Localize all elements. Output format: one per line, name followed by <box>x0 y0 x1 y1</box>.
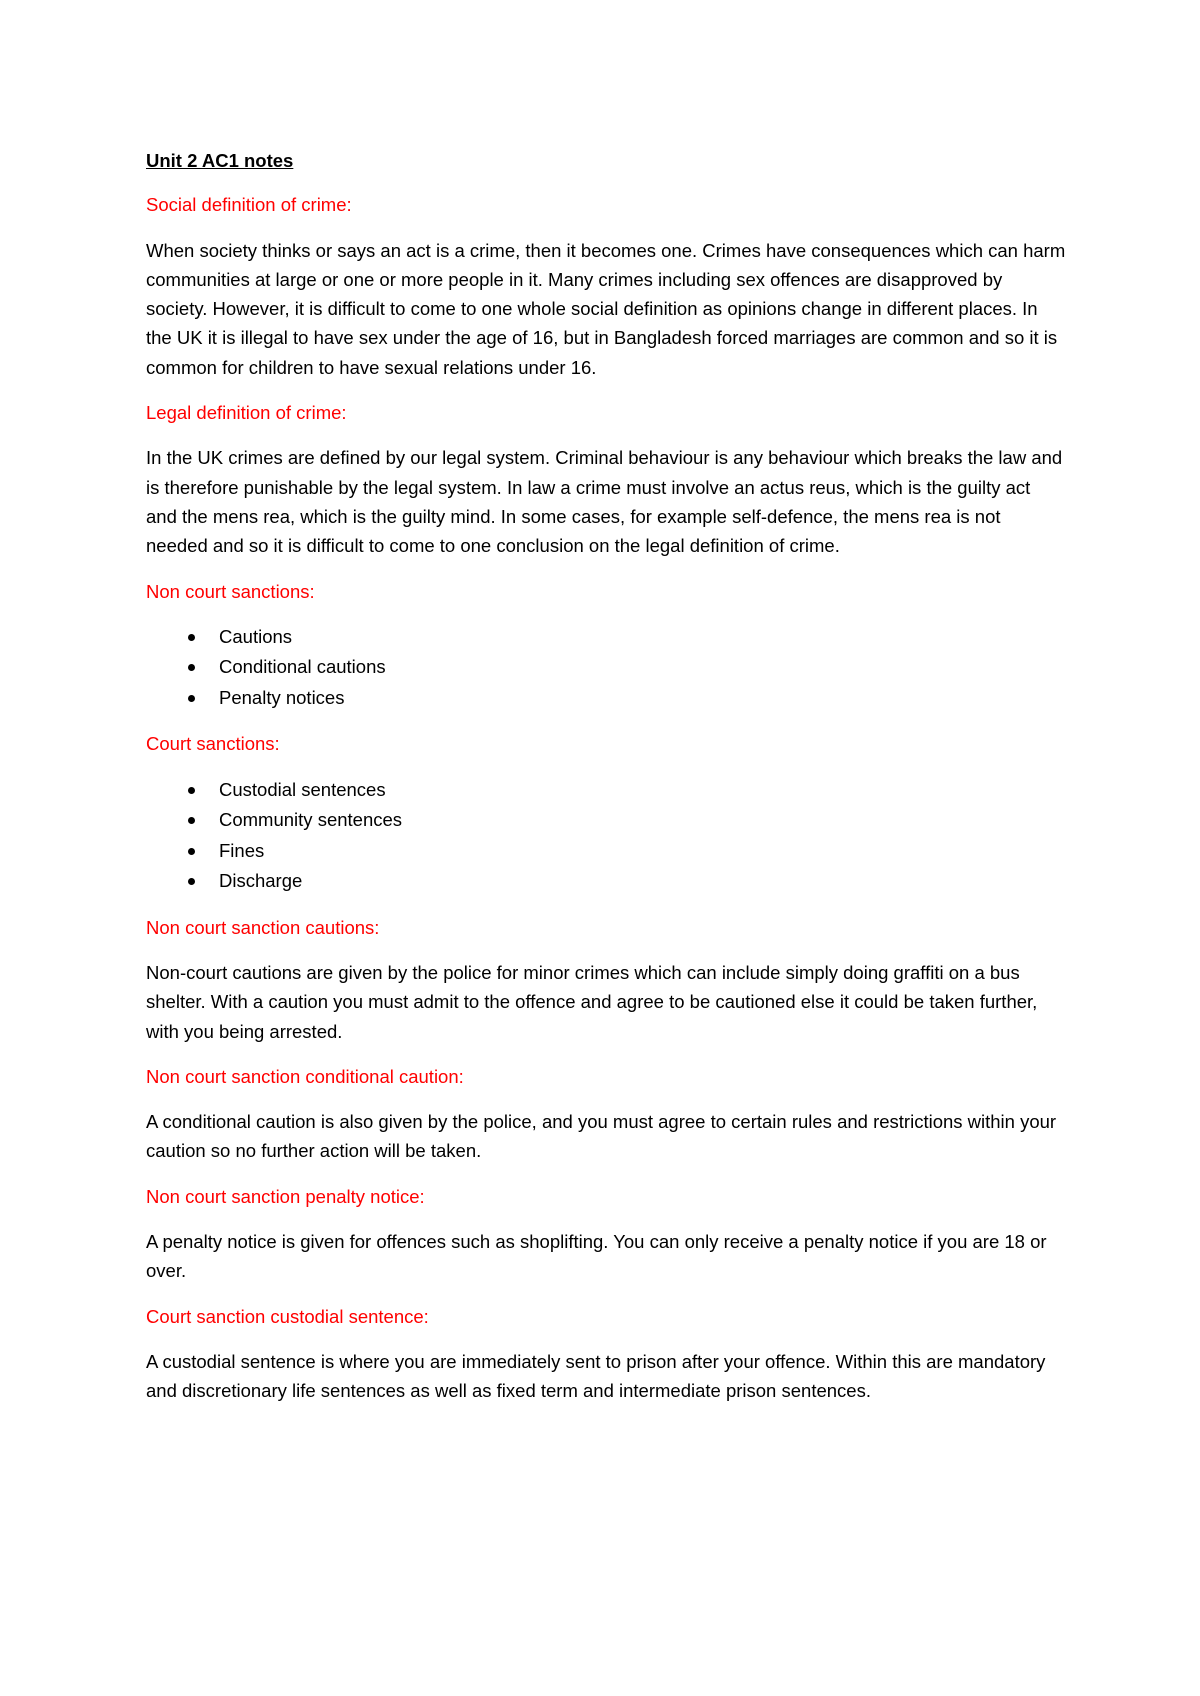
list-item-label: Discharge <box>219 870 303 892</box>
section-heading-non-court-cautions: Non court sanction cautions: <box>146 916 380 938</box>
bullet-icon <box>188 634 195 641</box>
list-item <box>146 683 1066 714</box>
bullet-icon <box>188 695 195 702</box>
list-item <box>146 775 1066 806</box>
bullet-icon <box>188 664 195 671</box>
list-item-label: Community sentences <box>219 809 403 831</box>
section-heading-conditional-caution: Non court sanction conditional caution: <box>146 1065 464 1087</box>
section-heading-custodial-sentence: Court sanction custodial sentence: <box>146 1305 429 1327</box>
section-body-penalty-notice: A penalty notice is given for offences such as shoplifting. You can only receive a penalty notice if you are 18 or over. <box>146 1231 1047 1282</box>
bullet-icon <box>188 848 195 855</box>
section-heading-non-court-sanctions: Non court sanctions: <box>146 580 315 602</box>
section-body-social-definition: When society thinks or says an act is a crime, then it becomes one. Crimes have consequences which can harm communities at large or one or more people in it. Many crimes including sex offences are disapproved by society. However, it is difficult to come to one whole social definition as opinions change in different places. In the UK it is illegal to have sex under the age of 16, but in Bangladesh forced marriages are common and so it is common for children to have sexual relations under 16. <box>146 239 1066 378</box>
section-heading-social-definition: Social definition of crime: <box>146 194 352 216</box>
list-item-label: Penalty notices <box>219 686 345 708</box>
section-body-custodial-sentence: A custodial sentence is where you are immediately sent to prison after your offence. Within this are mandatory and discretionary life sentences as well as fixed term and intermediate prison sentences. <box>146 1350 1046 1402</box>
list-item-label: Fines <box>219 839 265 861</box>
section-body-legal-definition: In the UK crimes are defined by our legal system. Criminal behaviour is any behaviour which breaks the law and is therefore punishable by the legal system. In law a crime must involve an actus reus, which is the guilty act and the mens rea, which is the guilty mind. In some cases, for example self-defence, the mens rea is not needed and so it is difficult to come to one conclusion on the legal definition of crime. <box>146 447 1063 557</box>
section-heading-penalty-notice: Non court sanction penalty notice: <box>146 1185 425 1207</box>
section-heading-court-sanctions: Court sanctions: <box>146 733 280 755</box>
court-sanctions-list <box>146 775 1066 897</box>
non-court-sanctions-list <box>146 622 1066 714</box>
document-content <box>146 146 1066 1422</box>
section-body-conditional-caution: A conditional caution is also given by the police, and you must agree to certain rules and restrictions within your caution so no further action will be taken. <box>146 1111 1057 1162</box>
bullet-icon <box>188 787 195 794</box>
list-item <box>146 836 1066 867</box>
list-item <box>146 622 1066 653</box>
list-item <box>146 805 1066 836</box>
list-item-label: Conditional cautions <box>219 656 386 678</box>
list-item <box>146 652 1066 683</box>
section-body-non-court-cautions: Non-court cautions are given by the police for minor crimes which can include simply doing graffiti on a bus shelter. With a caution you must admit to the offence and agree to be cautioned else it could be taken further, with you being arrested. <box>146 961 1038 1042</box>
list-item-label: Cautions <box>219 625 293 647</box>
section-heading-legal-definition: Legal definition of crime: <box>146 402 347 424</box>
document-title: Unit 2 AC1 notes <box>146 150 294 171</box>
bullet-icon <box>188 878 195 885</box>
bullet-icon <box>188 817 195 824</box>
list-item <box>146 866 1066 897</box>
list-item-label: Custodial sentences <box>219 778 386 800</box>
